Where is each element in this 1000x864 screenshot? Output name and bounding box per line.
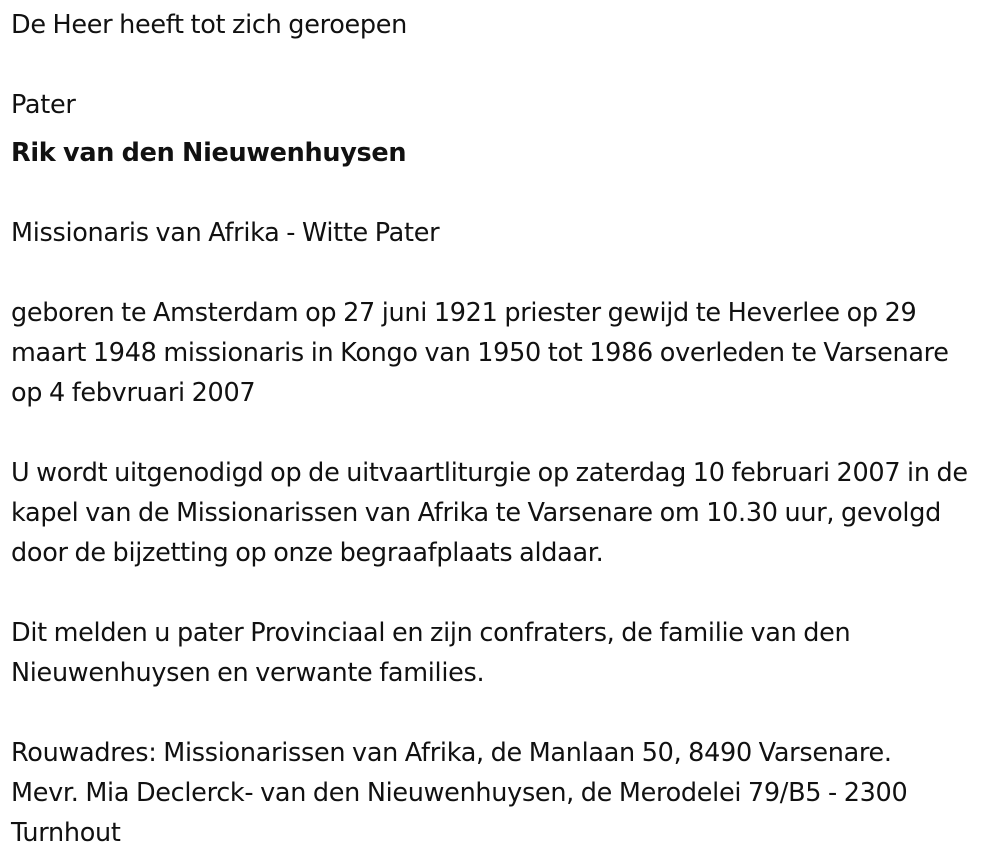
announcers: Dit melden u pater Provinciaal en zijn confraters, de familie van den Nieuwenhuysen en verwante families. (11, 618, 851, 688)
address-line: Rouwadres: Missionarissen van Afrika, de Manlaan 50, 8490 Varsenare. (11, 738, 892, 768)
address-line: Mevr. Mia Declerck- van den Nieuwenhuysen, de Merodelei 79/B5 - 2300 Turnhout (11, 778, 908, 848)
mourning-address (11, 733, 986, 853)
affiliation: Missionaris van Afrika - Witte Pater (11, 218, 440, 248)
biography: geboren te Amsterdam op 27 juni 1921 priester gewijd te Heverlee op 29 maart 1948 missionaris in Kongo van 1950 tot 1986 overleden te Varsenare op 4 febvruari 2007 (11, 298, 949, 408)
death-notice (11, 5, 986, 853)
title-prefix: Pater (11, 90, 76, 120)
notice-heading: De Heer heeft tot zich geroepen (11, 10, 408, 40)
funeral-invitation: U wordt uitgenodigd op de uitvaartliturgie op zaterdag 10 februari 2007 in de kapel van de Missionarissen van Afrika te Varsenare om 10.30 uur, gevolgd door de bijzetting op onze begraafplaats aldaar. (11, 458, 968, 568)
deceased-name: Rik van den Nieuwenhuysen (11, 138, 407, 168)
